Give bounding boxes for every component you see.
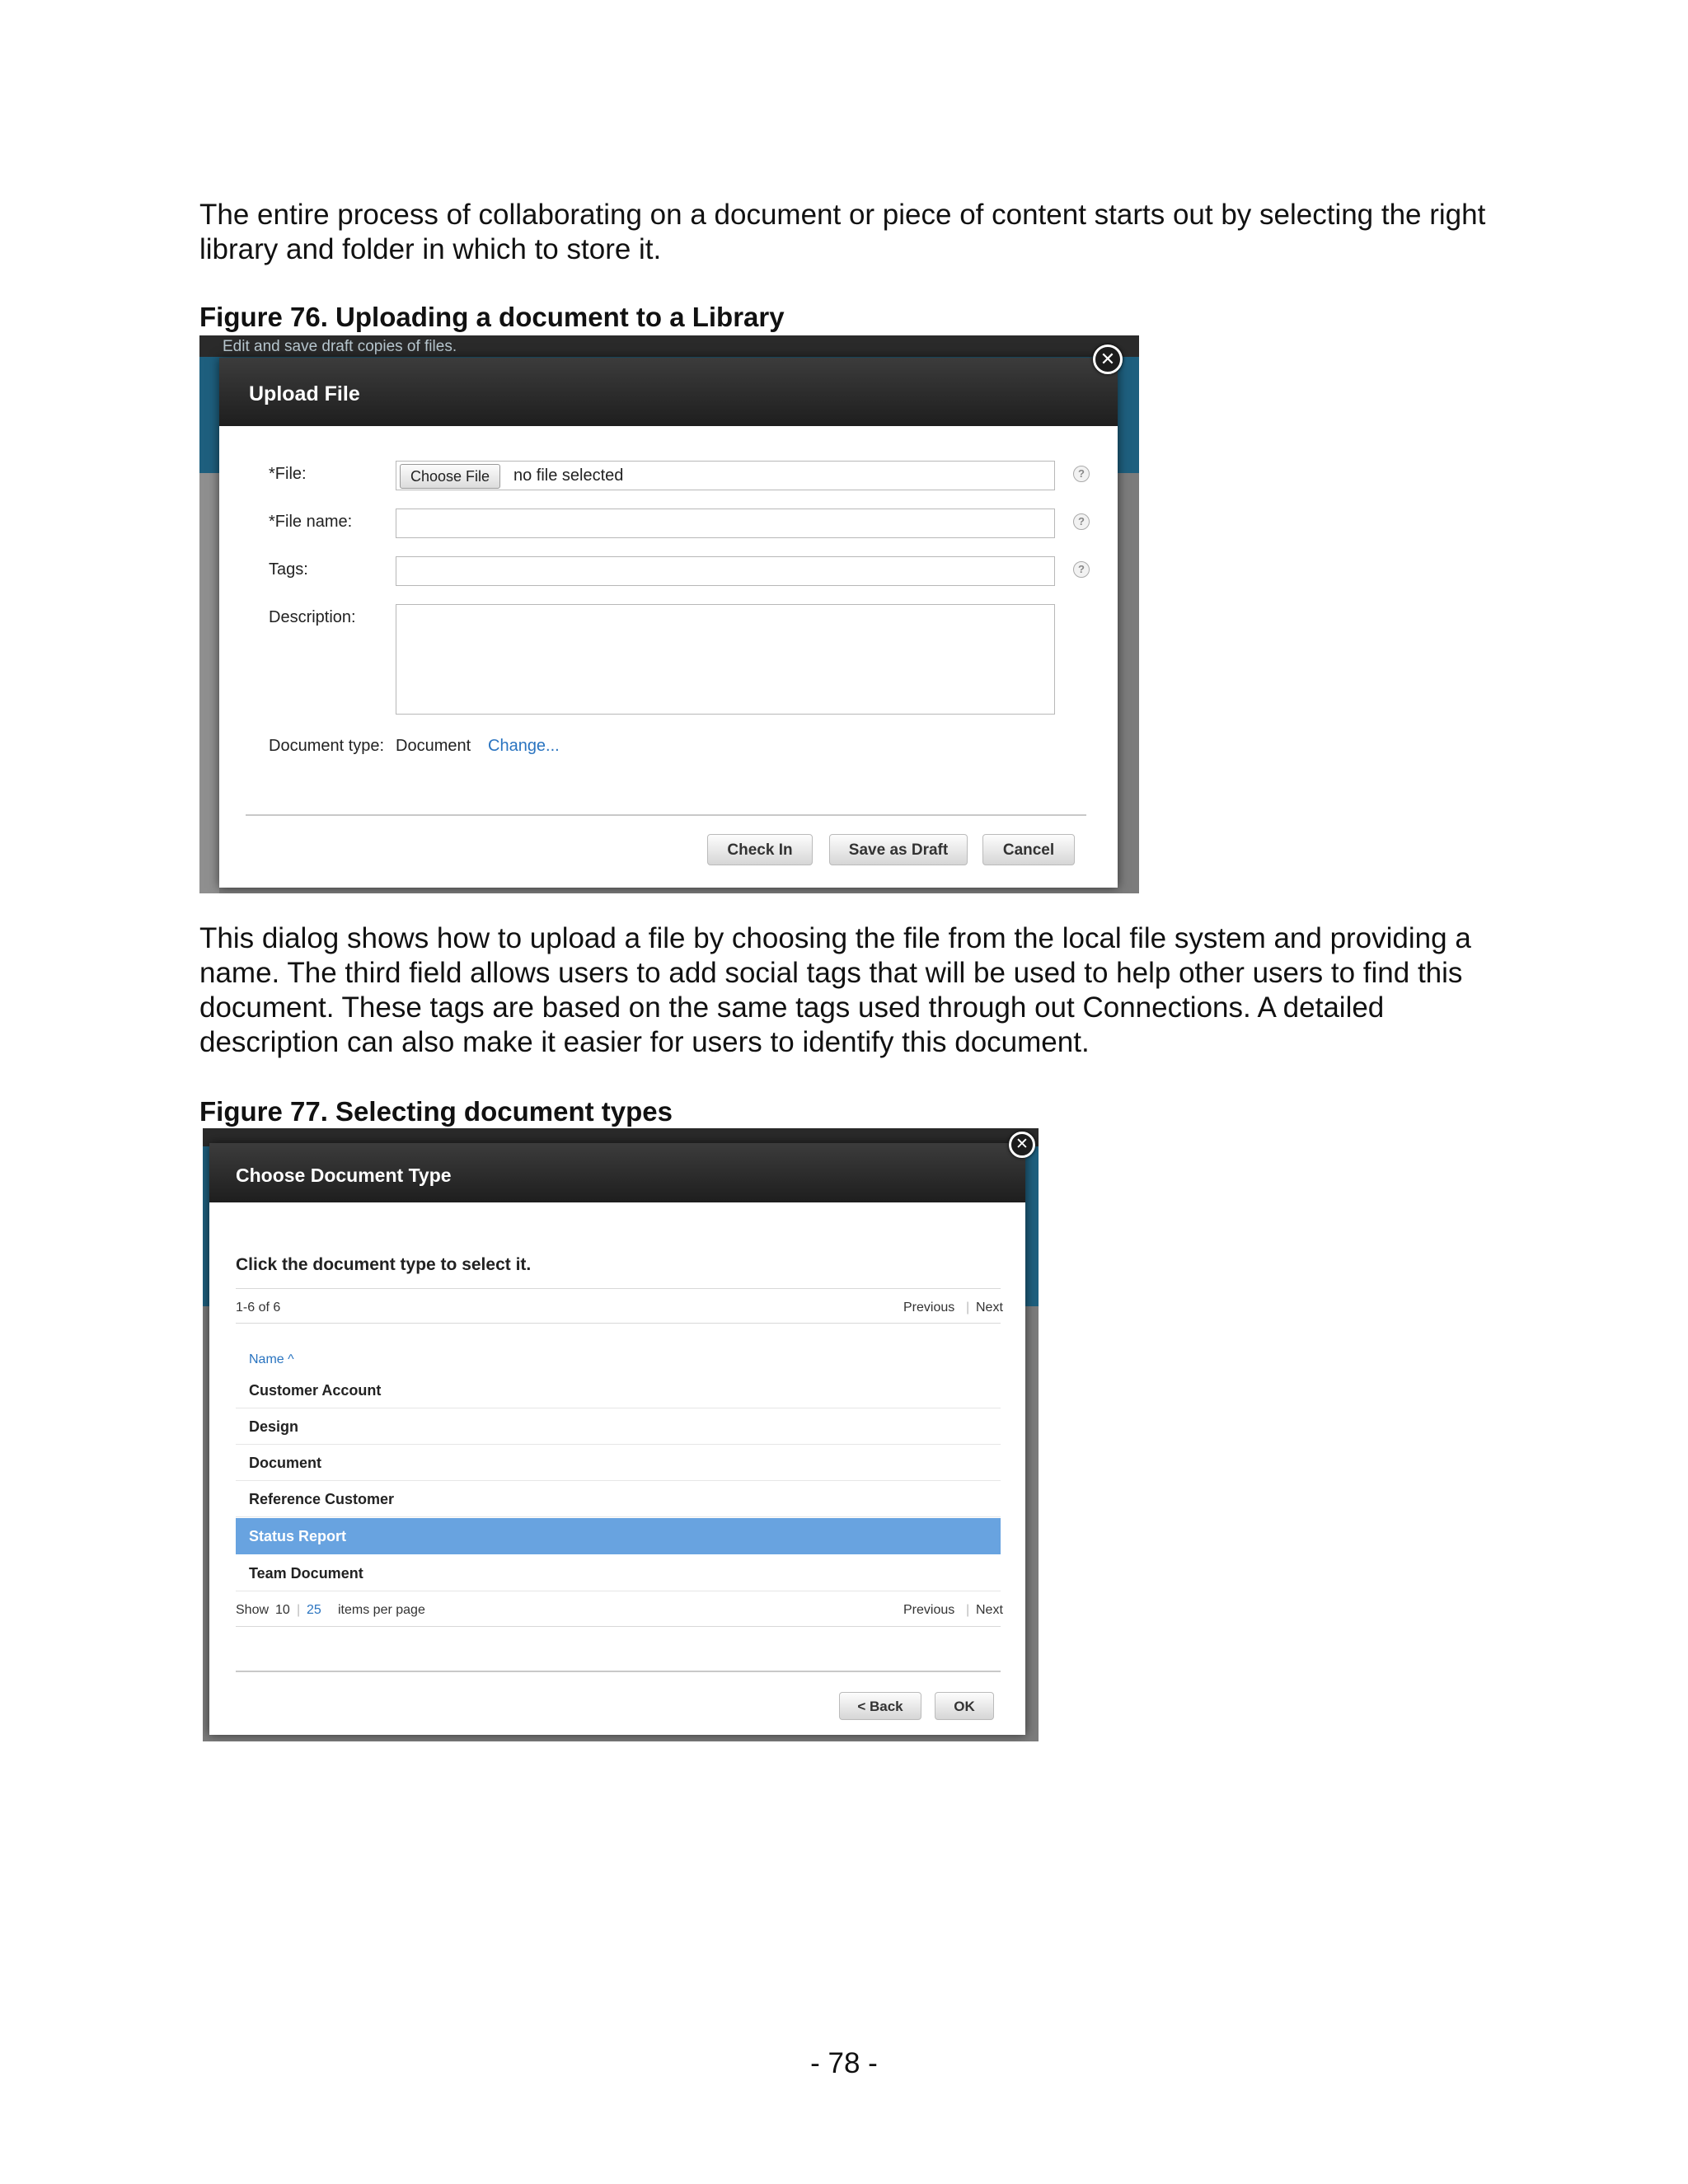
description-label: Description: <box>269 608 356 626</box>
document-type-name: Customer Account <box>249 1382 382 1399</box>
backdrop-strip <box>199 335 1139 357</box>
save-as-draft-button[interactable]: Save as Draft <box>829 834 968 865</box>
previous-link-top[interactable]: Previous <box>903 1301 955 1315</box>
pager-separator: | <box>966 1603 970 1617</box>
intro-paragraph: The entire process of collaborating on a document or piece of content starts out by selecting the right library and folder in which to store it. <box>199 199 1486 265</box>
dialog-header <box>219 358 1118 426</box>
pager-separator: | <box>966 1301 970 1315</box>
divider <box>236 1288 1001 1289</box>
document-type-name: Team Document <box>249 1565 363 1582</box>
document-type-name: Document <box>249 1455 322 1471</box>
page-size-10[interactable]: 10 <box>275 1603 290 1617</box>
name-column-label: Name <box>249 1352 284 1366</box>
document-type-row[interactable] <box>236 1481 1001 1517</box>
page-size-25-link[interactable]: 25 <box>307 1603 321 1617</box>
choose-document-type-dialog <box>209 1143 1025 1735</box>
footer-divider <box>236 1671 1001 1672</box>
previous-link-bottom[interactable]: Previous <box>903 1603 955 1617</box>
page-size-separator: | <box>297 1603 301 1617</box>
tags-help-icon[interactable]: ? <box>1073 561 1090 578</box>
tags-label: Tags: <box>269 560 308 579</box>
figure-77-caption: Figure 77. Selecting document types <box>199 1096 673 1127</box>
instruction-text: Click the document type to select it. <box>236 1255 532 1274</box>
dialog-divider <box>246 814 1086 816</box>
body-paragraph: This dialog shows how to upload a file by choosing the file from the local file system and providing a name. The third field allows users to add social tags that will be used to help other users to find this document. These tags are based on the same tags used through out Connections. A detailed description can also make it easier for users to identify this document. <box>199 922 1471 1058</box>
choose-file-button[interactable]: Choose File <box>400 464 500 489</box>
figure-76-screenshot <box>199 335 1139 893</box>
description-textarea[interactable] <box>396 604 1055 715</box>
back-button[interactable]: < Back <box>839 1692 921 1720</box>
page-number: - 78 - <box>810 2047 878 2079</box>
next-link-top[interactable]: Next <box>976 1301 1003 1315</box>
change-document-type-link[interactable]: Change... <box>488 737 560 755</box>
figure-76-caption: Figure 76. Uploading a document to a Library <box>199 302 785 332</box>
document-type-row[interactable] <box>236 1372 1001 1408</box>
file-label: *File: <box>269 465 307 483</box>
backdrop-text: Edit and save draft copies of files. <box>223 338 457 355</box>
divider <box>236 1626 1001 1627</box>
ok-button[interactable]: OK <box>935 1692 994 1720</box>
document-type-row[interactable] <box>236 1555 1001 1591</box>
name-column-header[interactable] <box>249 1352 294 1367</box>
cancel-button[interactable]: Cancel <box>982 834 1075 865</box>
file-name-label: *File name: <box>269 513 353 531</box>
tags-input[interactable] <box>396 556 1055 586</box>
file-help-icon[interactable]: ? <box>1073 466 1090 482</box>
close-icon[interactable]: ✕ <box>1009 1132 1035 1158</box>
document-type-row[interactable] <box>236 1408 1001 1445</box>
file-status: no file selected <box>513 466 624 485</box>
dialog-title: Choose Document Type <box>236 1165 452 1186</box>
file-name-help-icon[interactable]: ? <box>1073 513 1090 530</box>
document-type-row[interactable] <box>236 1445 1001 1481</box>
dialog-header <box>209 1143 1025 1202</box>
figure-77-screenshot <box>203 1128 1039 1741</box>
show-label: Show <box>236 1603 270 1617</box>
check-in-button[interactable]: Check In <box>707 834 813 865</box>
document-type-name: Design <box>249 1418 299 1435</box>
document-type-row-selected[interactable] <box>236 1518 1001 1554</box>
file-input[interactable] <box>396 461 1055 490</box>
per-page-label: items per page <box>338 1603 425 1617</box>
close-icon[interactable]: ✕ <box>1093 344 1123 374</box>
file-name-input[interactable] <box>396 509 1055 538</box>
next-link-bottom[interactable]: Next <box>976 1603 1003 1617</box>
document-type-name: Status Report <box>249 1528 347 1544</box>
document-type-name: Reference Customer <box>249 1491 395 1507</box>
sort-ascending-icon: ^ <box>288 1352 294 1366</box>
document-type-value: Document <box>396 737 471 755</box>
result-range: 1-6 of 6 <box>236 1301 281 1315</box>
divider <box>236 1323 1001 1324</box>
document-type-label: Document type: <box>269 737 385 755</box>
dialog-title: Upload File <box>249 382 360 405</box>
upload-file-dialog <box>219 358 1118 888</box>
backdrop-left <box>199 473 219 893</box>
